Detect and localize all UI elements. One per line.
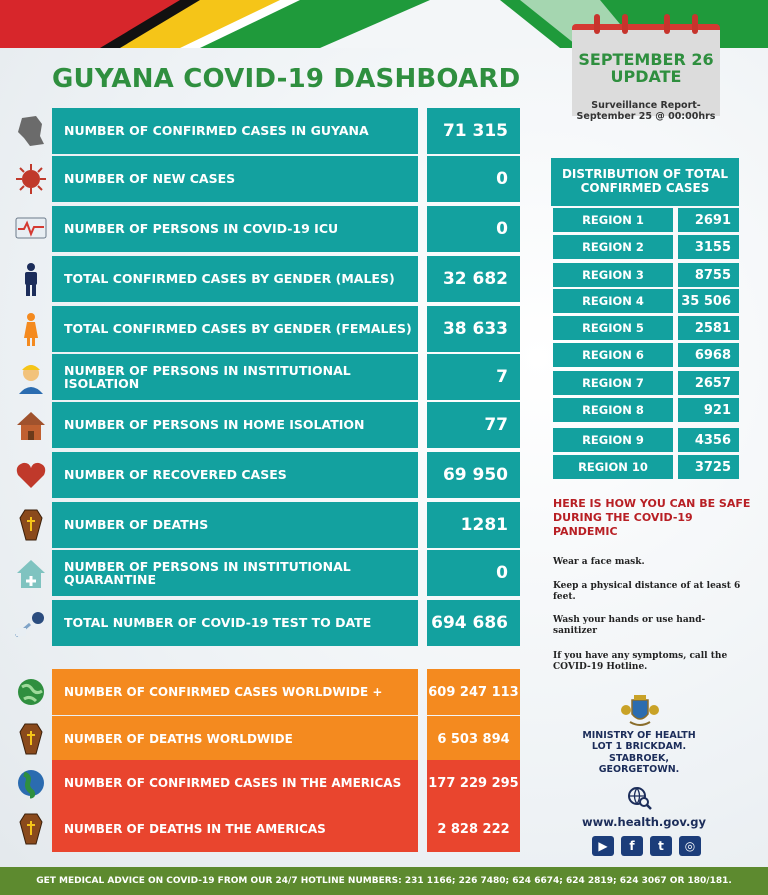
guyana-map-icon xyxy=(14,114,48,148)
icu-monitor-icon xyxy=(14,212,48,246)
stat-row xyxy=(52,156,520,202)
stat-label: NUMBER OF PERSONS IN INSTITUTIONAL QUARANTINE xyxy=(52,550,418,596)
ministry-name: MINISTRY OF HEALTH xyxy=(582,730,696,741)
stat-label: NUMBER OF NEW CASES xyxy=(52,156,418,202)
stat-label: NUMBER OF PERSONS IN COVID-19 ICU xyxy=(52,206,418,252)
web-search-icon xyxy=(627,786,653,810)
region-value: 3155 xyxy=(678,235,739,259)
region-label: REGION 9 xyxy=(553,428,673,452)
stat-row xyxy=(52,806,520,852)
region-row xyxy=(553,428,739,452)
stat-value: 7 xyxy=(427,354,520,400)
stat-row xyxy=(52,354,520,400)
facebook-icon[interactable]: f xyxy=(621,836,643,856)
stat-row xyxy=(52,669,520,715)
globe-icon xyxy=(14,675,48,709)
stat-row xyxy=(52,306,520,352)
stat-row xyxy=(52,402,520,448)
stat-label: NUMBER OF PERSONS IN HOME ISOLATION xyxy=(52,402,418,448)
region-label: REGION 5 xyxy=(553,316,673,340)
calendar-ring xyxy=(594,14,600,34)
tip-wash-hands: Wash your hands or use hand-sanitizer xyxy=(553,615,706,637)
region-value: 2691 xyxy=(678,208,739,232)
region-row xyxy=(553,208,739,232)
region-row xyxy=(553,289,739,313)
region-row xyxy=(553,455,739,479)
stat-value: 694 686 xyxy=(427,600,520,646)
ministry-address-line: LOT 1 BRICKDAM. xyxy=(591,741,687,753)
ministry-address-line: STABROEK, xyxy=(608,752,670,764)
stat-row xyxy=(52,452,520,498)
region-row xyxy=(553,371,739,395)
virus-icon xyxy=(14,162,48,196)
globe-americas-icon xyxy=(14,766,48,800)
stat-row xyxy=(52,550,520,596)
youtube-icon[interactable]: ▶ xyxy=(592,836,614,856)
stat-label: NUMBER OF CONFIRMED CASES IN GUYANA xyxy=(52,108,418,154)
stat-value: 0 xyxy=(427,550,520,596)
tip-distance: Keep a physical distance of at least 6 feet. xyxy=(553,581,741,603)
region-label: REGION 8 xyxy=(553,398,673,422)
update-calendar-card xyxy=(572,14,720,132)
stat-value: 2 828 222 xyxy=(427,806,520,852)
region-value: 921 xyxy=(678,398,739,422)
stat-value: 609 247 113 xyxy=(427,669,520,715)
stat-label: NUMBER OF DEATHS IN THE AMERICAS xyxy=(52,806,418,852)
calendar-ring xyxy=(622,14,628,34)
stat-label: NUMBER OF DEATHS WORLDWIDE xyxy=(52,716,418,762)
region-value: 3725 xyxy=(678,455,739,479)
safety-heading: HERE IS HOW YOU CAN BE SAFE DURING THE COVID-19 PANDEMIC xyxy=(553,497,751,538)
update-date: SEPTEMBER 26 UPDATE xyxy=(578,50,714,86)
house-icon xyxy=(14,408,48,442)
stat-label: TOTAL CONFIRMED CASES BY GENDER (MALES) xyxy=(52,256,418,302)
region-value: 6968 xyxy=(678,343,739,367)
twitter-icon[interactable]: t xyxy=(650,836,672,856)
stat-row xyxy=(52,716,520,762)
distribution-heading: DISTRIBUTION OF TOTAL CONFIRMED CASES xyxy=(551,158,739,206)
tip-symptoms: If you have any symptoms, call the COVID-19 Hotline. xyxy=(553,651,728,673)
test-swab-icon xyxy=(14,606,48,640)
stat-value: 0 xyxy=(427,156,520,202)
region-label: REGION 3 xyxy=(553,263,673,287)
stat-label: TOTAL NUMBER OF COVID-19 TEST TO DATE xyxy=(52,600,418,646)
region-value: 2657 xyxy=(678,371,739,395)
stat-value: 71 315 xyxy=(427,108,520,154)
stat-row xyxy=(52,760,520,806)
stat-label: TOTAL CONFIRMED CASES BY GENDER (FEMALES) xyxy=(52,306,418,352)
stat-row xyxy=(52,256,520,302)
calendar-ring xyxy=(664,14,670,34)
ministry-address-line: GEORGETOWN. xyxy=(598,764,680,776)
nurse-icon xyxy=(14,360,48,394)
region-row xyxy=(553,343,739,367)
stat-value: 38 633 xyxy=(427,306,520,352)
stat-label: NUMBER OF CONFIRMED CASES WORLDWIDE + xyxy=(52,669,418,715)
stat-row xyxy=(52,108,520,154)
heart-icon xyxy=(14,458,48,492)
region-label: REGION 7 xyxy=(553,371,673,395)
stat-value: 77 xyxy=(427,402,520,448)
stat-label: NUMBER OF CONFIRMED CASES IN THE AMERICAS xyxy=(52,760,418,806)
stat-row xyxy=(52,502,520,548)
region-label: REGION 6 xyxy=(553,343,673,367)
region-value: 8755 xyxy=(678,263,739,287)
region-value: 2581 xyxy=(678,316,739,340)
quarantine-house-icon xyxy=(14,556,48,590)
stat-label: NUMBER OF DEATHS xyxy=(52,502,418,548)
stat-value: 6 503 894 xyxy=(427,716,520,762)
ministry-address xyxy=(571,730,707,776)
region-row xyxy=(553,316,739,340)
ministry-website-link[interactable]: www.health.gov.gy xyxy=(582,815,707,829)
stat-label: NUMBER OF PERSONS IN INSTITUTIONAL ISOLATION xyxy=(52,354,418,400)
male-icon xyxy=(14,262,48,296)
region-value: 4356 xyxy=(678,428,739,452)
stat-value: 69 950 xyxy=(427,452,520,498)
tip-mask: Wear a face mask. xyxy=(553,557,645,567)
surveillance-report-note: Surveillance Report- September 25 @ 00:00hrs xyxy=(576,100,716,122)
stat-value: 32 682 xyxy=(427,256,520,302)
stat-row xyxy=(52,600,520,646)
stat-row xyxy=(52,206,520,252)
region-label: REGION 4 xyxy=(553,289,673,313)
region-label: REGION 10 xyxy=(553,455,673,479)
calendar-ring xyxy=(692,14,698,34)
stat-value: 0 xyxy=(427,206,520,252)
instagram-icon[interactable]: ◎ xyxy=(679,836,701,856)
region-value: 35 506 xyxy=(678,289,739,313)
stat-value: 177 229 295 xyxy=(427,760,520,806)
stat-label: NUMBER OF RECOVERED CASES xyxy=(52,452,418,498)
page-title: GUYANA COVID-19 DASHBOARD xyxy=(52,64,521,94)
coffin-icon xyxy=(14,812,48,846)
region-label: REGION 1 xyxy=(553,208,673,232)
coffin-icon xyxy=(14,722,48,756)
female-icon xyxy=(14,312,48,346)
hotline-footer: GET MEDICAL ADVICE ON COVID-19 FROM OUR 24/7 HOTLINE NUMBERS: 231 1166; 226 7480; 624 6674; 624 2819; 624 3067 OR 180/181. xyxy=(0,867,768,895)
region-label: REGION 2 xyxy=(553,235,673,259)
region-row xyxy=(553,398,739,422)
coffin-icon xyxy=(14,508,48,542)
coat-of-arms-icon xyxy=(620,694,660,728)
region-row xyxy=(553,235,739,259)
region-row xyxy=(553,263,739,287)
stat-value: 1281 xyxy=(427,502,520,548)
